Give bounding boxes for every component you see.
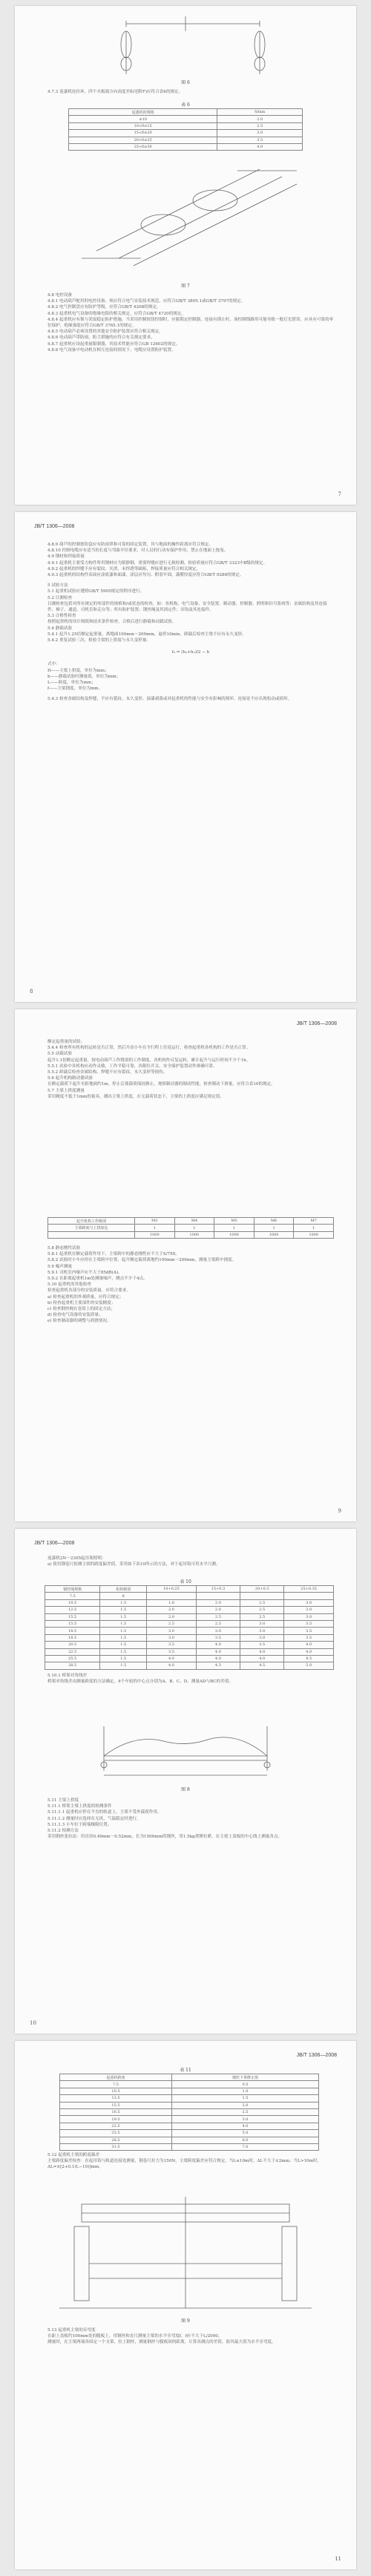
table-cell: 3.0 (284, 1599, 334, 1606)
paragraph: 主梁跨度偏差检查：在起吊钩与轨道连接处测量，钢卷尺拉力为150N，主梁跨度偏差应符合规定。当L≤10m时，ΔL不大于±2mm；当L>10m时，ΔL=±[2+0.1(L−10)]mm。 (47, 2159, 322, 2170)
page-4-intro (47, 1556, 334, 1567)
table-cell: 4.0 (196, 1648, 240, 1655)
table-cell: 7.5 (45, 1593, 100, 1599)
section-heading: 5.10 起重机的其他检查 (47, 1282, 91, 1288)
table-row (45, 1620, 334, 1627)
table-cell: 25.5 (60, 2130, 172, 2137)
table-10-body (45, 1593, 334, 1669)
table-cell: 主梁跨度与上拱度比 (48, 1225, 135, 1231)
table-row (48, 1225, 334, 1231)
list-item: a) 检查起重机的外观质量，应符合规定； (47, 1294, 124, 1300)
paragraph: 5.5.1 试验中各机构应动作灵敏，工作平稳可靠，各限位开关、安全保护装置动作准确可靠。 (47, 1063, 217, 1069)
table-cell: 4.0 (240, 1648, 284, 1655)
table-cell: 5.0 (284, 1662, 334, 1669)
section-heading: 5.2 目测检查 (47, 595, 73, 600)
table-cell: 3.0 (147, 1628, 197, 1634)
paragraph: 4.8.3 起重机电气设备的绝缘电阻的相关规定，应符合GB/T 4720的规定。 (47, 311, 186, 316)
paragraph: 额定起重量的试验。 (47, 1040, 85, 1044)
figure-9-drawing (15, 2189, 356, 2316)
table-cell: 22.5 (60, 2123, 172, 2129)
table-cell: 3.5 (284, 1620, 334, 1627)
paragraph: 返漆机2N～2305起吊架照明： (47, 1556, 106, 1561)
page-4-body (47, 1797, 334, 1840)
table-cell: 3.0 (196, 1628, 240, 1634)
table-cell: 1000 (135, 1231, 175, 1238)
table-cell: 6.0 (171, 2137, 318, 2143)
figure-9-caption: 图 9 (181, 2318, 190, 2324)
page-header: JB/T 1306—2008 (296, 2053, 337, 2058)
table-cell: 18.5 (45, 1628, 100, 1634)
formula-variable: h——静载试验时测量值，单位为mm； (47, 674, 121, 679)
list-item: b) 检查起重机主要部件的安装精度； (47, 1300, 116, 1305)
section-heading: 5.6 起升机构制动器试验 (47, 1076, 93, 1081)
page-header: JB/T 1306—2008 (296, 1021, 337, 1026)
list-item: e) 检查制动器的调整与润滑情况。 (47, 1319, 111, 1324)
section-heading: 5.9 噪声测量 (47, 1264, 73, 1269)
table-cell: 15.5 (60, 2102, 172, 2108)
table-row (45, 1648, 334, 1655)
paragraph: 4.8.5 电动葫芦必须设置的其他安全防护装置应符合相关规定。 (47, 330, 163, 335)
table-6-caption: 表 6 (181, 102, 190, 108)
table-row (45, 1593, 334, 1599)
table-10-caption: 表 10 (180, 1579, 191, 1584)
table-cell: 2.0 (217, 116, 303, 122)
table-header: 钢丝下垂修正值 (171, 2074, 318, 2081)
document-page-3 (15, 1009, 356, 1521)
table-cell: 4.0 (284, 1648, 334, 1655)
table-cell: 4.0 (240, 1655, 284, 1662)
list-item: d) 检查电气设备的安装质量； (47, 1313, 103, 1318)
table-row (60, 2123, 319, 2129)
paragraph: 4.9.3 起重机的结构件表面应涂底漆和面漆，涂层应均匀、附着牢固，漆膜厚度应符合GB/T 9286的规定。 (47, 573, 244, 578)
table-row (48, 1231, 334, 1238)
figure-6-drawing (15, 6, 356, 88)
table-cell: 4.5 (284, 1655, 334, 1662)
table-cell: 22.5 (45, 1648, 100, 1655)
table-cell: 1 (294, 1225, 334, 1231)
section-heading: 5.12 起重机主梁的跨度偏差 (47, 2153, 100, 2157)
table-row (60, 2088, 319, 2094)
document-page-2 (15, 512, 356, 1002)
section-heading: 5.11.1 桥架主梁上拱度的检测条件 (47, 1804, 112, 1809)
figure-6-caption: 图 6 (181, 80, 190, 85)
table-cell: 1 (214, 1225, 255, 1231)
table-cell: 1.5 (100, 1648, 147, 1655)
table-cell: 3.0 (240, 1628, 284, 1634)
section-heading: 4.9 钢材和焊接质量 (47, 554, 85, 560)
table-cell: 3.5 (217, 137, 303, 143)
table-header: 起升机构工作级别 (48, 1218, 135, 1225)
section-4-8 (47, 292, 334, 353)
formula-variable: f——主梁挠度，单位为mm。 (47, 686, 103, 692)
paragraph: 4.8.7 起重机应设起重量限制器，其技术性能应符合GB 12602的规定。 (47, 341, 180, 347)
table-row (69, 122, 303, 129)
table-cell: 3.5 (147, 1642, 197, 1648)
table-cell: 1.5 (100, 1642, 147, 1648)
table-cell: 18.5 (45, 1634, 100, 1641)
table-cell: 2.0 (147, 1613, 197, 1620)
table-cell: 4.5 (240, 1662, 284, 1669)
page-number: 8 (30, 989, 33, 994)
table-cell: 3.5 (196, 1634, 240, 1641)
page-3-body (47, 1039, 334, 1100)
paragraph: 4.8.2 电气控制盘应有防护等级，应符合GB/T 4208的规定。 (47, 305, 161, 310)
formula: f₀ = (h₁+h₂)/2 − h (171, 650, 210, 655)
paragraph: 4.8.10 控制电缆应有适当的长度与弯曲半径要求，对人员的行动有保护作用，禁止在地面上拖曳。 (47, 548, 229, 554)
paragraph: 5.8.2 试验时小车应停在主梁跨中位置，起升额定载荷离地约100mm～200mm，测量主梁跨中挠度。 (47, 1258, 237, 1263)
table-cell: 4.0 (196, 1655, 240, 1662)
paragraph: 检查起重机各部分的安装质量，应符合要求。 (47, 1288, 131, 1294)
table-cell: 1 (254, 1225, 294, 1231)
table-cell: 20<δ≤25 (69, 137, 217, 143)
paragraph: 在距上盖板约100mm处的腹板上，用钢丝和直尺测量主梁的水平旁弯度f，f应不大于L/2000。 (47, 2334, 223, 2339)
table-cell: 20.5 (45, 1642, 100, 1648)
table-cell: 8 (100, 1593, 147, 1599)
paragraph: 5.9.1 司机室内噪声应不大于85dB(A)。 (47, 1270, 122, 1275)
paragraph: 4.9.1 起重机主要受力构件所用钢材应为镇静钢，重要焊缝应进行无损检测，检验质量应符合GB/T 3323中Ⅱ级的规定。 (47, 560, 268, 566)
table-cell (147, 1593, 197, 1599)
section-heading: 5.11 主梁上拱度 (47, 1798, 79, 1803)
paragraph: 起升1.1倍额定起重量，按电动葫芦工作级别的工作制度，各机构作反复运转，累计起升与运行时间不少于1h。 (47, 1058, 251, 1063)
table-cell: 3.0 (217, 130, 303, 137)
table-cell (196, 1593, 240, 1599)
table-cell: 1.5 (100, 1613, 147, 1620)
page-5-body (47, 2152, 334, 2171)
paragraph: 5.8.1 起重机在额定载荷作用下，主梁跨中的静态刚性应不大于S/750。 (47, 1252, 180, 1257)
table-cell: 3.0 (284, 1613, 334, 1620)
table-header: M4 (174, 1218, 214, 1225)
paragraph: 4.8.1 电动葫芦配用的电控设备，须应符合电气安装技术规范，应符合GB/T 3805.1或GB/T 3797的规定。 (47, 299, 246, 304)
table-header: 10+0.25 (147, 1586, 197, 1593)
table-cell: 4.0 (196, 1642, 240, 1648)
table-cell: 1.5 (100, 1620, 147, 1627)
section-heading: 5.10.1 桥架对角线差 (47, 1674, 88, 1678)
table-cell: 2.0 (196, 1599, 240, 1606)
formula-variable: H——主梁上拱度，单位为mm； (47, 668, 109, 673)
table-cell: 4.5 (196, 1662, 240, 1669)
paragraph: a) 使用钢卷尺检测主梁的跨度偏差值，采用如下表10所示的方法，对于起吊钩可用水平尺测。 (47, 1562, 220, 1567)
table-cell: 4.0 (171, 2123, 318, 2129)
table-row (60, 2108, 319, 2115)
table-cell (240, 1593, 284, 1599)
table-header: M5 (214, 1218, 255, 1225)
table-cell: 1.5 (100, 1599, 147, 1606)
paragraph: 5.11.1.2 测量时应选择在无风，气温稳定时进行。 (47, 1816, 141, 1821)
table-cell: 1000 (294, 1231, 334, 1238)
table-6-header: 返漆机的规格 (69, 109, 217, 116)
table-cell: 3.0 (147, 1634, 197, 1641)
table-cell: 1000 (174, 1231, 214, 1238)
table-11 (59, 2074, 319, 2151)
table-row (69, 137, 303, 143)
page-number: 9 (338, 1508, 341, 1514)
table-row (60, 2143, 319, 2150)
table-cell: 3.5 (240, 1642, 284, 1648)
table-cell: 2.5 (171, 2108, 318, 2115)
table-cell: 3.5 (284, 1628, 334, 1634)
formula-label: 式中： (47, 662, 60, 667)
table-cell: 3.5 (284, 1634, 334, 1641)
page-3-body-2 (47, 1245, 334, 1325)
paragraph: 4.8.6 电动葫芦带防雨、防尘措施的应符合有关规定要求。 (47, 335, 155, 341)
table-row (45, 1613, 334, 1620)
table-cell: 15.5 (45, 1613, 100, 1620)
page-2-body (47, 542, 334, 703)
table-cell: 10.5 (60, 2088, 172, 2094)
paragraph: 桥架对角线差由测量跨度的方法确定，4个车轮的中心点分别为A、B、C、D，测量AD与BC的差值。 (47, 1679, 234, 1685)
paragraph: 按照起重机的设计图纸和技术条件检查，合格后进行静载和动载试验。 (47, 620, 177, 625)
table-row (60, 2102, 319, 2108)
paragraph: 4.8.4 起重机应有锁与采取稳定防护措施，当采用控制按钮控制时，应能锁定控制器，连接有锁止时，该控制线路用可能导致一般灯光错误，应具有可靠的零位保护，绝缘强度应符合GB/T 3765.1的规定。 (47, 317, 334, 329)
table-header: 钢丝绳规格 (45, 1586, 100, 1593)
table-row (60, 2137, 319, 2143)
table-cell (48, 1231, 135, 1238)
table-cell: 4.0 (147, 1655, 197, 1662)
page-number: 7 (338, 491, 341, 497)
table-row (45, 1655, 334, 1662)
table-cell: 1000 (214, 1231, 255, 1238)
table-10 (45, 1585, 334, 1670)
list-item: c) 检查钢丝绳在卷筒上的固定方法； (47, 1307, 115, 1312)
table-cell: 13.5 (60, 2095, 172, 2102)
table-cell: 1 (174, 1225, 214, 1231)
table-cell: 1.5 (100, 1634, 147, 1641)
paragraph: 4.9.2 起重机的焊缝不应有裂纹、夹渣、未焊透等缺陷，焊接质量应符合相关规定。 (47, 566, 201, 571)
table-cell: 2.0 (147, 1607, 197, 1613)
page-4-mid (47, 1673, 334, 1685)
table-cell: 15<δ≤20 (69, 130, 217, 137)
table-cell: 2.5 (196, 1613, 240, 1620)
figure-7-caption: 图 7 (181, 284, 190, 289)
table-cell: 1.8 (147, 1599, 197, 1606)
table-cell: 28.5 (45, 1662, 100, 1669)
section-heading: 5.13 起重机主梁的旁弯度 (47, 2328, 96, 2333)
paragraph: 在额定载荷下起升至距地面约1m，停止后使载荷保持静止，观察制动器的制动性能，检查制动下滑量，应符合表10的规定。 (47, 1082, 275, 1087)
table-cell: 4.0 (147, 1662, 197, 1669)
section-heading: 5.4 静载试验 (47, 626, 73, 631)
table-cell: 1.0 (171, 2088, 318, 2094)
table-cell: 31.5 (60, 2143, 172, 2150)
table-cell: 2.5 (240, 1599, 284, 1606)
table-cell: 2.0 (196, 1607, 240, 1613)
table-cell: 1.5 (100, 1607, 147, 1613)
page-number: 11 (335, 2556, 341, 2562)
table-6 (68, 108, 303, 151)
table-cell: 16.5 (60, 2108, 172, 2115)
figure-7-drawing (15, 154, 356, 281)
table-cell: 3.0 (171, 2116, 318, 2123)
table-header: M3 (135, 1218, 175, 1225)
formula-variable: L——跨度，单位为mm； (47, 681, 96, 686)
table-9 (47, 1217, 334, 1239)
paragraph: 5.4.3 检查金属结构及焊缝，不应有裂纹、永久变形、油漆剥落或对起重机的性能与安全有影响的损坏，连接处不应出现松动或损坏。 (47, 697, 292, 702)
paragraph: 5.9.2 在距离起重机1m处测量噪声，测点不少于4点。 (47, 1276, 148, 1282)
table-cell: 4.0 (284, 1642, 334, 1648)
table-row (45, 1628, 334, 1634)
table-row (45, 1607, 334, 1613)
paragraph: 测量时，在主梁两端各固定一个支架，拉上钢丝，测量钢丝与腹板间的距离，计算各测点的差值，取其最大值为水平旁弯度。 (47, 2340, 276, 2345)
table-cell: 3.5 (147, 1648, 197, 1655)
table-cell: 25<δ≤30 (69, 143, 217, 150)
table-cell: 2.0 (171, 2102, 318, 2108)
table-11-caption: 表 11 (180, 2068, 191, 2073)
table-row (45, 1662, 334, 1669)
table-6-header: δ/mm (217, 109, 303, 116)
section-heading: 5.5 动载试验 (47, 1052, 73, 1057)
figure-8-drawing (15, 1697, 356, 1786)
table-cell: 25.5 (45, 1655, 100, 1662)
figure-8-caption: 图 8 (181, 1787, 190, 1792)
paragraph: 5.11.1.1 起重机应停在平直的轨道上，主梁不受外载荷作用。 (47, 1810, 162, 1815)
paragraph-4-7-3: 4.7.3 返漆机连挂环，四个夹板端方向高度差δ(见附F)应符合表6的规定。 (47, 90, 183, 94)
table-row (60, 2081, 319, 2088)
table-cell: 1.5 (100, 1628, 147, 1634)
paragraph: 5.11.1.3 小车位于跨端极限位置。 (47, 1822, 112, 1827)
paragraph: 4.8.9 葫芦的控制按钮盒应有防雨罩和可靠的固定装置，其与地面的操作距离应符合规定。 (47, 543, 213, 547)
section-heading: 4.8 电控设备 (47, 293, 73, 298)
table-cell: 7.0 (171, 2143, 318, 2150)
paragraph: 4.8.8 电气设备中电动机在相互连接的情况下，电缆应设置防护装置。 (47, 347, 176, 353)
table-header: 机构级别 (100, 1586, 147, 1593)
table-cell: 3.0 (240, 1620, 284, 1627)
table-row (60, 2130, 319, 2137)
table-cell: 2.5 (240, 1607, 284, 1613)
table-header: M6 (254, 1218, 294, 1225)
table-cell: 2.5 (196, 1620, 240, 1627)
table-cell: 10<δ≤15 (69, 122, 217, 129)
table-row (69, 116, 303, 122)
section-heading: 5.11.2 检测方法 (47, 1829, 79, 1834)
table-cell: 0.5 (171, 2081, 318, 2088)
document-page-4 (15, 1529, 356, 2033)
paragraph: 5.5.2 卸载后检查金属结构、焊缝不应有裂纹、永久变形等损伤。 (47, 1070, 168, 1075)
table-cell: 1 (135, 1225, 175, 1231)
table-cell: 2.5 (147, 1620, 197, 1627)
table-header: 15+0.3 (196, 1586, 240, 1593)
table-row (69, 143, 303, 150)
table-row (69, 130, 303, 137)
table-cell: 1.5 (100, 1662, 147, 1669)
table-cell: 1.5 (171, 2095, 318, 2102)
table-header: 20+0.3 (240, 1586, 284, 1593)
table-row (60, 2116, 319, 2123)
table-cell: 1.5 (100, 1655, 147, 1662)
table-header: 25+0.35 (284, 1586, 334, 1593)
table-cell: 2.5 (240, 1613, 284, 1620)
table-cell: 3.0 (240, 1634, 284, 1641)
section-heading: 5.7 主梁上拱度测量 (47, 1088, 85, 1093)
table-cell: 4.0 (217, 143, 303, 150)
table-cell: 15.5 (45, 1620, 100, 1627)
paragraph: 5.4.1 起升1.25倍额定起重量，离地面100mm～200mm，悬停10min，卸载后检查主梁不应有永久变形。 (47, 632, 246, 637)
section-heading: 5.8 静态刚性试验 (47, 1246, 81, 1251)
table-row (45, 1642, 334, 1648)
table-cell: 10.5 (45, 1599, 100, 1606)
document-page-1 (15, 6, 356, 505)
table-cell: 2.5 (217, 122, 303, 129)
table-header: M7 (294, 1218, 334, 1225)
table-cell: 5.0 (171, 2130, 318, 2137)
table-row (45, 1599, 334, 1606)
page-number: 10 (30, 2020, 36, 2026)
table-cell: 28.5 (60, 2137, 172, 2143)
table-cell: 19.5 (60, 2116, 172, 2123)
paragraph: 目测检查包括对所有规定的零部件的规格和/或状态的检查，如：各机构、电气设备、安全装置、制动器、控制器、照明和信号系统等；金属结构及其连接件、梯子、通道、司机室和走台等；所有防护装置；钢丝绳及其固定件；吊钩及其连接件。 (47, 601, 327, 613)
section-heading: 5.3 合格性检查 (47, 614, 76, 619)
paragraph: 采用钢丝张拉法：用直径0.49mm～0.52mm，长为1500mm的钢丝，用1.5kg重锤拉紧，在主梁上盖板的中心线上测量各点。 (47, 1835, 283, 1840)
table-cell: ≤10 (69, 116, 217, 122)
table-row (45, 1634, 334, 1641)
table-cell: 12.5 (45, 1607, 100, 1613)
table-row (60, 2095, 319, 2102)
page-5-body-2 (47, 2327, 334, 2346)
table-cell (284, 1593, 334, 1599)
paragraph: 5.4.2 重复试验三次，检验主梁的上拱度与永久变形量。 (47, 638, 151, 643)
section-heading: 5 试验方法 (47, 583, 68, 589)
table-cell: 3.0 (284, 1607, 334, 1613)
table-cell: 7.5 (60, 2081, 172, 2088)
table-header: 起重机跨度 (60, 2074, 172, 2081)
table-11-body (60, 2081, 319, 2151)
paragraph: 5.4.4 检查所有机构的运转是否正常，然后开动小车在全行程上往返运行，检查起重机各机构的工作是否正常。 (47, 1046, 251, 1051)
paragraph: 采用精度不低于1mm的量具，测出主梁上拱度，在无载荷状态下，主梁的上拱度应满足规定值。 (47, 1094, 224, 1099)
page-header: JB/T 1306—2008 (34, 1541, 75, 1546)
table-cell: 1000 (254, 1231, 294, 1238)
document-page-5 (15, 2041, 356, 2569)
page-header: JB/T 1306—2008 (34, 524, 75, 529)
paragraph: 5.1 起重机试验应遵照GB/T 5905规定的程序进行。 (47, 589, 145, 594)
